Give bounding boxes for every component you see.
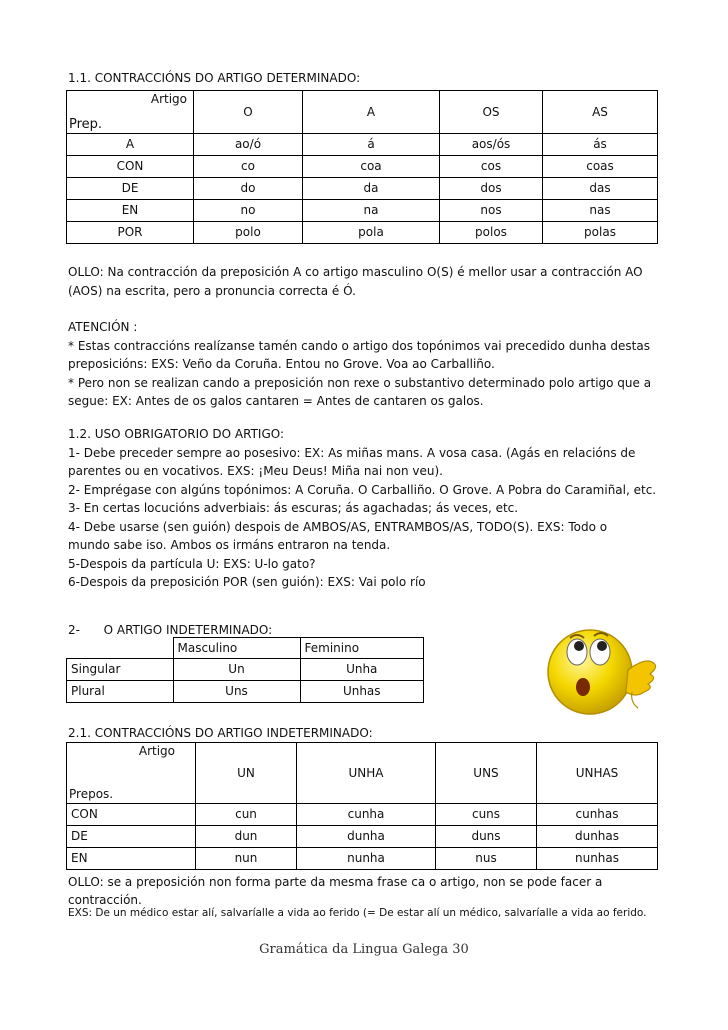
table-cell: co xyxy=(194,156,303,178)
table-cell: pola xyxy=(303,222,440,244)
table-cell: nun xyxy=(196,848,297,870)
table-header: AS xyxy=(543,91,658,134)
atencion-note xyxy=(68,318,659,411)
table-cell: Singular xyxy=(67,659,174,681)
table-row xyxy=(67,659,424,681)
table-cell: cuns xyxy=(436,804,537,826)
table-header: UNS xyxy=(436,743,537,804)
section-heading-1-1: 1.1. CONTRACCIÓNS DO ARTIGO DETERMINADO: xyxy=(68,71,361,85)
text-line: OLLO: se a preposición non forma parte da mesma frase ca o artigo, non se pode facer a xyxy=(68,875,603,889)
table-cell: dunhas xyxy=(537,826,658,848)
table-cell: cunha xyxy=(297,804,436,826)
section-number: 2- xyxy=(68,623,80,637)
corner-bottom-label: Prep. xyxy=(69,117,103,132)
table-header xyxy=(67,638,174,659)
text-line: 3- En certas locucións adverbiais: ás escuras; ás agachadas; ás veces, etc. xyxy=(68,501,519,515)
table-header: UNHAS xyxy=(537,743,658,804)
page-footer: Gramática da Lingua Galega 30 xyxy=(259,942,469,957)
table-cell: DE xyxy=(67,826,196,848)
table-cell: dunha xyxy=(297,826,436,848)
table-corner-cell xyxy=(67,91,194,134)
text-line: 6-Despois da preposición POR (sen guión): EXS: Vai polo río xyxy=(68,575,426,589)
corner-bottom-label: Prepos. xyxy=(69,787,114,801)
table-cell: ás xyxy=(543,134,658,156)
table-row xyxy=(67,200,658,222)
table-cell: cun xyxy=(196,804,297,826)
example-line: EXS: De un médico estar alí, salvaríalle a vida ao ferido (= De estar alí un médico, salvaríalle a vida ao ferido. xyxy=(68,907,647,919)
table-cell: Uns xyxy=(173,681,300,703)
contractions-indeterminate-table xyxy=(66,742,658,870)
table-corner-cell xyxy=(67,743,196,804)
table-cell: cos xyxy=(440,156,543,178)
table-cell: duns xyxy=(436,826,537,848)
table-row xyxy=(67,826,658,848)
table-header: O xyxy=(194,91,303,134)
table-cell: DE xyxy=(67,178,194,200)
text-line: 1- Debe preceder sempre ao posesivo: EX: As miñas mans. A vosa casa. (Agás en relacións de xyxy=(68,445,636,460)
text-line: 2- Emprégase con algúns topónimos: A Coruña. O Carballiño. O Grove. A Pobra do Caramiñal, etc. xyxy=(68,482,657,497)
table-cell: do xyxy=(194,178,303,200)
table-cell: CON xyxy=(67,156,194,178)
table-cell: dun xyxy=(196,826,297,848)
text-line: ATENCIÓN : xyxy=(68,320,138,334)
table-cell: nunha xyxy=(297,848,436,870)
table-cell: EN xyxy=(67,848,196,870)
table-cell: nunhas xyxy=(537,848,658,870)
text-line: * Estas contraccións realízanse tamén cando o artigo dos topónimos vai precedido dunha destas xyxy=(68,338,650,353)
table-cell: á xyxy=(303,134,440,156)
ollo-note-2 xyxy=(68,873,659,908)
table-cell: EN xyxy=(67,200,194,222)
table-header: UNHA xyxy=(297,743,436,804)
table-cell: da xyxy=(303,178,440,200)
table-row xyxy=(67,804,658,826)
table-cell: das xyxy=(543,178,658,200)
table-cell: na xyxy=(303,200,440,222)
section-heading-2 xyxy=(68,623,272,637)
table-cell: Unhas xyxy=(300,681,424,703)
table-row xyxy=(67,681,424,703)
table-cell: POR xyxy=(67,222,194,244)
text-line: parentes ou en vocativos. EXS: ¡Meu Deus! Miña nai non veu). xyxy=(68,464,443,478)
section-heading-2-1: 2.1. CONTRACCIÓNS DO ARTIGO INDETERMINADO: xyxy=(68,726,373,740)
table-header: Masculino xyxy=(173,638,300,659)
corner-top-label: Artigo xyxy=(138,744,175,758)
table-cell: coas xyxy=(543,156,658,178)
table-header: Feminino xyxy=(300,638,424,659)
indeterminate-article-table xyxy=(66,637,424,703)
uso-obrigatorio-section xyxy=(68,425,659,592)
table-row xyxy=(67,156,658,178)
text-line: 5-Despois da partícula U: EXS: U-lo gato? xyxy=(68,556,316,571)
table-cell: nas xyxy=(543,200,658,222)
text-line: OLLO: Na contracción da preposición A co artigo masculino O(S) é mellor usar a contracción AO xyxy=(68,265,643,279)
table-cell: no xyxy=(194,200,303,222)
ollo-note xyxy=(68,263,659,300)
table-cell: ao/ó xyxy=(194,134,303,156)
contractions-determinate-table xyxy=(66,90,658,244)
section-heading-1-2: 1.2. USO OBRIGATORIO DO ARTIGO: xyxy=(68,427,285,441)
table-cell: CON xyxy=(67,804,196,826)
table-cell: polo xyxy=(194,222,303,244)
text-line: (AOS) na escrita, pero a pronuncia correcta é Ó. xyxy=(68,283,356,298)
text-line: mundo sabe iso. Ambos os irmáns entraron na tenda. xyxy=(68,538,391,552)
section-title: O ARTIGO INDETERMINADO: xyxy=(103,623,273,637)
table-cell: coa xyxy=(303,156,440,178)
table-header: UN xyxy=(196,743,297,804)
table-cell: Plural xyxy=(67,681,174,703)
table-cell: A xyxy=(67,134,194,156)
text-line: segue: EX: Antes de os galos cantaren = Antes de cantaren os galos. xyxy=(68,394,484,408)
table-cell: Unha xyxy=(300,659,424,681)
table-cell: polas xyxy=(543,222,658,244)
text-line: contracción. xyxy=(68,892,142,907)
table-cell: aos/ós xyxy=(440,134,543,156)
thinking-smiley-icon xyxy=(540,622,666,722)
table-cell: polos xyxy=(440,222,543,244)
table-row xyxy=(67,178,658,200)
table-cell: cunhas xyxy=(537,804,658,826)
corner-top-label: Artigo xyxy=(150,92,187,106)
table-row xyxy=(67,134,658,156)
table-cell: dos xyxy=(440,178,543,200)
text-line: 4- Debe usarse (sen guión) despois de AMBOS/AS, ENTRAMBOS/AS, TODO(S). EXS: Todo o xyxy=(68,519,608,534)
table-cell: Un xyxy=(173,659,300,681)
table-cell: nus xyxy=(436,848,537,870)
text-line: preposicións: EXS: Veño da Coruña. Entou no Grove. Voa ao Carballiño. xyxy=(68,357,495,371)
table-row xyxy=(67,638,424,659)
table-cell: nos xyxy=(440,200,543,222)
table-row xyxy=(67,222,658,244)
table-row xyxy=(67,848,658,870)
table-header: OS xyxy=(440,91,543,134)
table-header: A xyxy=(303,91,440,134)
text-line: * Pero non se realizan cando a preposición non rexe o substantivo determinado polo artigo que a xyxy=(68,375,652,390)
